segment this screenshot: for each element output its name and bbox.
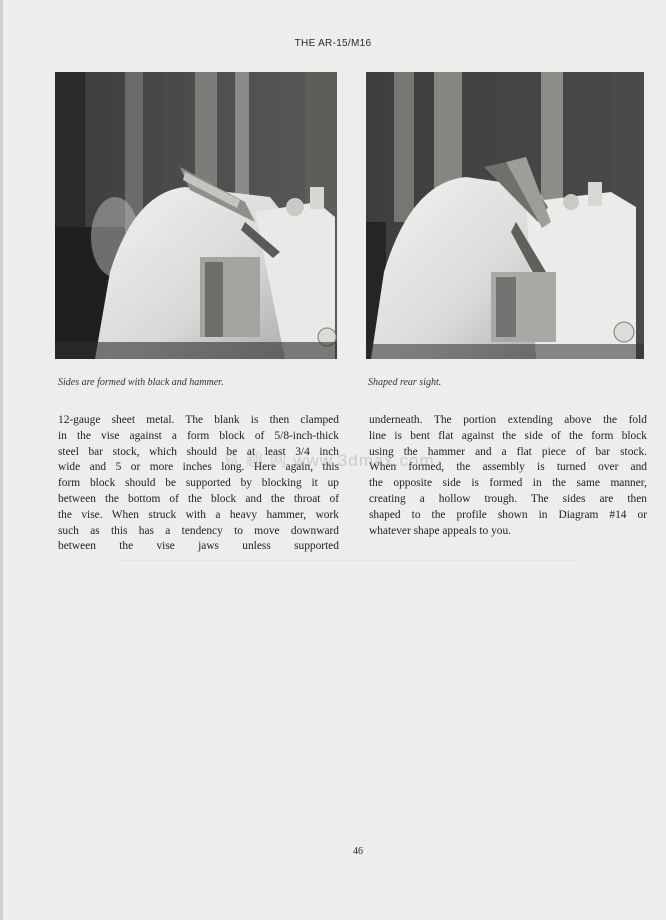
caption-left: Sides are formed with black and hammer. — [58, 377, 224, 388]
text-line: underneath. The portion extending above the fold — [369, 414, 647, 426]
photo-vise-forming-sides — [55, 72, 337, 359]
text-line: whatever shape appeals to you. — [369, 524, 512, 537]
text-column-left — [58, 413, 339, 555]
text-line: between the vise jaws unless supported — [58, 540, 339, 553]
text-line: steel bar stock, which should be at least 3/4 inch — [58, 445, 339, 458]
photo-shaped-rear-sight — [366, 72, 644, 359]
text-line: between the bottom of the block and the throat of — [58, 492, 339, 505]
running-head: THE AR-15/M16 — [294, 38, 372, 49]
watermark: 易 趣 网 www.3dmax.com — [222, 451, 435, 470]
page-edge — [0, 0, 3, 920]
text-line: wide and 5 or more inches long. Here again, this — [58, 461, 339, 474]
caption-right: Shaped rear sight. — [368, 377, 442, 388]
text-line: the opposite side is formed in the same manner, — [369, 477, 647, 490]
text-line: When formed, the assembly is turned over and — [369, 461, 647, 474]
text-line: the vise. When struck with a heavy hammer, work — [58, 508, 339, 521]
page-number: 46 — [353, 846, 363, 857]
text-column-right — [369, 413, 647, 539]
bleed-through-shadow — [120, 560, 580, 821]
text-line: creating a hollow trough. The sides are then — [369, 492, 647, 505]
text-line: in the vise against a form block of 5/8-inch-thick — [58, 429, 339, 442]
text-line: shaped to the profile shown in Diagram #14 or — [369, 508, 647, 521]
text-line: using the hammer and a flat piece of bar stock. — [369, 445, 647, 458]
text-line: line is bent flat against the side of the form block — [369, 429, 647, 442]
text-line: form block should be supported by blocking it up — [58, 477, 339, 490]
text-line: 12-gauge sheet metal. The blank is then clamped — [58, 414, 339, 426]
text-line: such as this has a tendency to move downward — [58, 524, 339, 537]
